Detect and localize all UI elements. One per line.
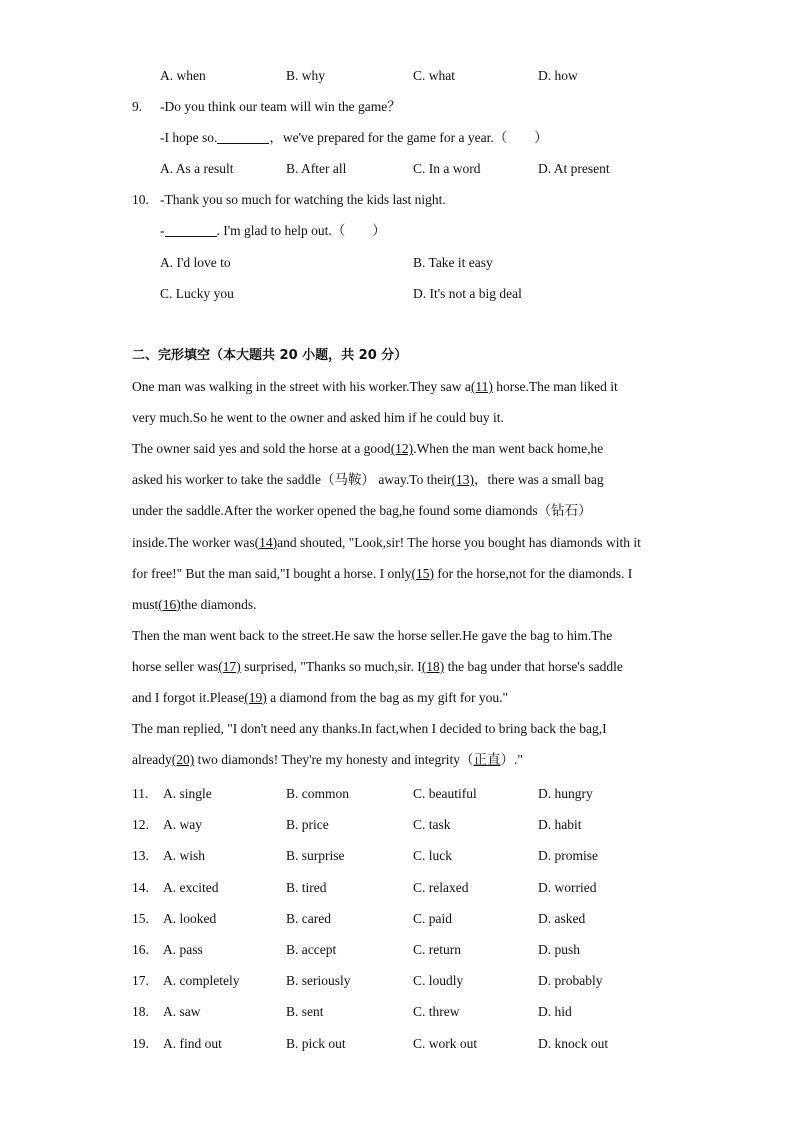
question-row (0, 1001, 794, 1023)
question-number: 9. (132, 99, 143, 114)
passage-text: the bag under that horse's saddle (444, 658, 623, 674)
text-pre: - (160, 223, 165, 238)
blank-number: (13) (451, 472, 474, 488)
answer-blank (165, 222, 217, 237)
blank-number: (12) (390, 441, 414, 457)
passage-line (132, 656, 623, 678)
blank-number: (18) (421, 658, 445, 674)
blank-number: (17) (218, 658, 241, 674)
option-a: A. excited (163, 879, 219, 895)
option-d: D. asked (538, 910, 586, 926)
option-a: A. looked (163, 910, 217, 926)
q10-options-row1 (0, 252, 794, 274)
text-post: . I'm glad to help out.（ ） (216, 223, 386, 238)
passage-line (132, 438, 603, 460)
passage-text: .When the man went back home,he (413, 441, 604, 457)
q9-line2 (0, 127, 794, 149)
question-number: 12. (132, 817, 149, 833)
passage-text: ）." (500, 752, 523, 768)
blank-number: (16) (158, 596, 181, 612)
q9-line1 (0, 96, 794, 118)
question-row (0, 783, 794, 805)
option-a: A. completely (163, 973, 240, 989)
option-c: C. Lucky you (160, 286, 234, 301)
question-text (160, 127, 548, 149)
question-text: -Do you think our team will win the game？ (160, 99, 401, 114)
passage-text: horse seller was (132, 658, 219, 674)
passage-text: already (132, 752, 172, 768)
option-b: B. common (286, 786, 349, 801)
question-text (160, 220, 386, 242)
q9-options (0, 158, 794, 180)
option-d: D. probably (538, 973, 603, 989)
option-b: B. accept (286, 942, 337, 957)
option-c: C. loudly (413, 973, 464, 989)
option-c: C. paid (413, 910, 452, 926)
passage-text: asked his worker to take the saddle（马鞍） away.To their (132, 472, 452, 488)
q10-line1 (0, 189, 794, 211)
question-number: 11. (132, 786, 149, 801)
question-row (0, 814, 794, 836)
q10-line2 (0, 220, 794, 242)
option-a: A. saw (163, 1004, 201, 1020)
text-post: ，we've prepared for the game for a year.（ ） (269, 130, 548, 145)
option-a: A. I'd love to (160, 255, 231, 270)
option-c: C. relaxed (413, 879, 469, 895)
option-b: B. cared (286, 910, 331, 926)
option-b: B. why (286, 68, 326, 83)
question-number: 13. (132, 848, 149, 864)
section-heading: 二、完形填空（本大题共 20 小题，共 20 分） (132, 348, 408, 363)
passage-line (132, 532, 641, 554)
blank-number: (19) (244, 690, 267, 705)
option-b: B. After all (286, 161, 347, 176)
option-a: A. pass (163, 942, 203, 957)
passage-text: horse.The man liked it (492, 379, 618, 394)
blank-number: (14) (254, 534, 278, 550)
passage-text: The man replied, "I don't need any thanks.In fact,when I decided to bring back the bag,I (132, 721, 607, 737)
question-row (0, 877, 794, 899)
passage-text: Then the man went back to the street.He saw the horse seller.He gave the bag to him.The (132, 627, 613, 643)
option-c: C. threw (413, 1004, 460, 1020)
question-text: -Thank you so much for watching the kids last night. (160, 192, 446, 207)
passage-text: must (132, 596, 159, 612)
passage-line (132, 376, 618, 398)
passage-line (132, 407, 504, 429)
passage-line (132, 625, 612, 647)
option-d: D. knock out (538, 1035, 609, 1051)
option-d: D. promise (538, 848, 598, 864)
option-b: B. price (286, 817, 329, 833)
passage-text: surprised, "Thanks so much,sir. I (240, 658, 422, 674)
text-pre: -I hope so. (160, 130, 218, 145)
question-number: 18. (132, 1004, 149, 1020)
option-a: A. As a result (160, 161, 234, 176)
blank-number: (11) (470, 379, 493, 394)
option-d: D. hid (538, 1004, 572, 1020)
question-number: 16. (132, 942, 149, 957)
passage-text: The owner said yes and sold the horse at a good (132, 441, 391, 457)
option-b: B. Take it easy (413, 255, 493, 270)
passage-line (132, 469, 604, 491)
option-a: A. when (160, 68, 206, 83)
question-row (0, 1033, 794, 1055)
question-number: 17. (132, 973, 149, 989)
option-b: B. surprise (286, 848, 345, 864)
question-number: 19. (132, 1035, 149, 1051)
passage-line (132, 749, 523, 771)
option-d: D. hungry (538, 786, 593, 801)
passage-text: and I forgot it.Please (132, 690, 245, 705)
option-d: D. how (538, 68, 578, 83)
option-c: C. return (413, 942, 461, 957)
passage-line (132, 687, 508, 709)
option-a: A. wish (163, 848, 206, 864)
passage-text: inside.The worker was (132, 534, 255, 550)
option-d: D. push (538, 942, 581, 957)
question-row (0, 908, 794, 930)
passage-line (132, 563, 632, 585)
passage-text: under the saddle.After the worker opened the bag,he found some diamonds（钻石） (132, 503, 592, 519)
passage-text: and shouted, "Look,sir! The horse you bought has diamonds with it (277, 534, 641, 550)
question-number: 15. (132, 910, 149, 926)
passage-text: One man was walking in the street with his worker.They saw a (132, 379, 471, 394)
answer-blank (217, 129, 269, 144)
option-a: A. single (163, 786, 212, 801)
passage-text: for the horse,not for the diamonds. I (433, 565, 633, 581)
blank-number: (15) (411, 565, 434, 581)
passage-line (132, 718, 607, 740)
passage-text: two diamonds! They're my honesty and integrity（ (194, 752, 474, 768)
passage-text: a diamond from the bag as my gift for you." (266, 690, 509, 705)
question-number: 14. (132, 879, 149, 895)
q10-options-row2 (0, 283, 794, 305)
option-a: A. find out (163, 1035, 222, 1051)
option-b: B. sent (286, 1004, 324, 1020)
option-c: C. work out (413, 1035, 478, 1051)
question-row (0, 939, 794, 961)
blank-number: 正直 (473, 752, 501, 768)
option-d: D. habit (538, 817, 582, 833)
passage-text: for free!" But the man said,"I bought a horse. I only (132, 565, 412, 581)
option-c: C. In a word (413, 161, 481, 176)
option-c: C. beautiful (413, 786, 477, 801)
passage-text: ，there was a small bag (473, 472, 604, 488)
passage-text: the diamonds. (180, 596, 257, 612)
option-c: C. what (413, 68, 455, 83)
option-d: D. It's not a big deal (413, 286, 522, 301)
option-a: A. way (163, 817, 202, 833)
question-row (0, 845, 794, 867)
question-row (0, 970, 794, 992)
question-number: 10. (132, 192, 149, 207)
option-d: D. At present (538, 161, 610, 176)
option-b: B. pick out (286, 1035, 346, 1051)
passage-text: very much.So he went to the owner and asked him if he could buy it. (132, 410, 504, 426)
option-c: C. task (413, 817, 451, 833)
passage-line (132, 500, 592, 522)
q8-options (0, 65, 794, 87)
option-c: C. luck (413, 848, 452, 864)
blank-number: (20) (171, 752, 195, 768)
option-b: B. seriously (286, 973, 351, 989)
option-d: D. worried (538, 879, 597, 895)
passage-line (132, 594, 257, 616)
option-b: B. tired (286, 879, 327, 895)
